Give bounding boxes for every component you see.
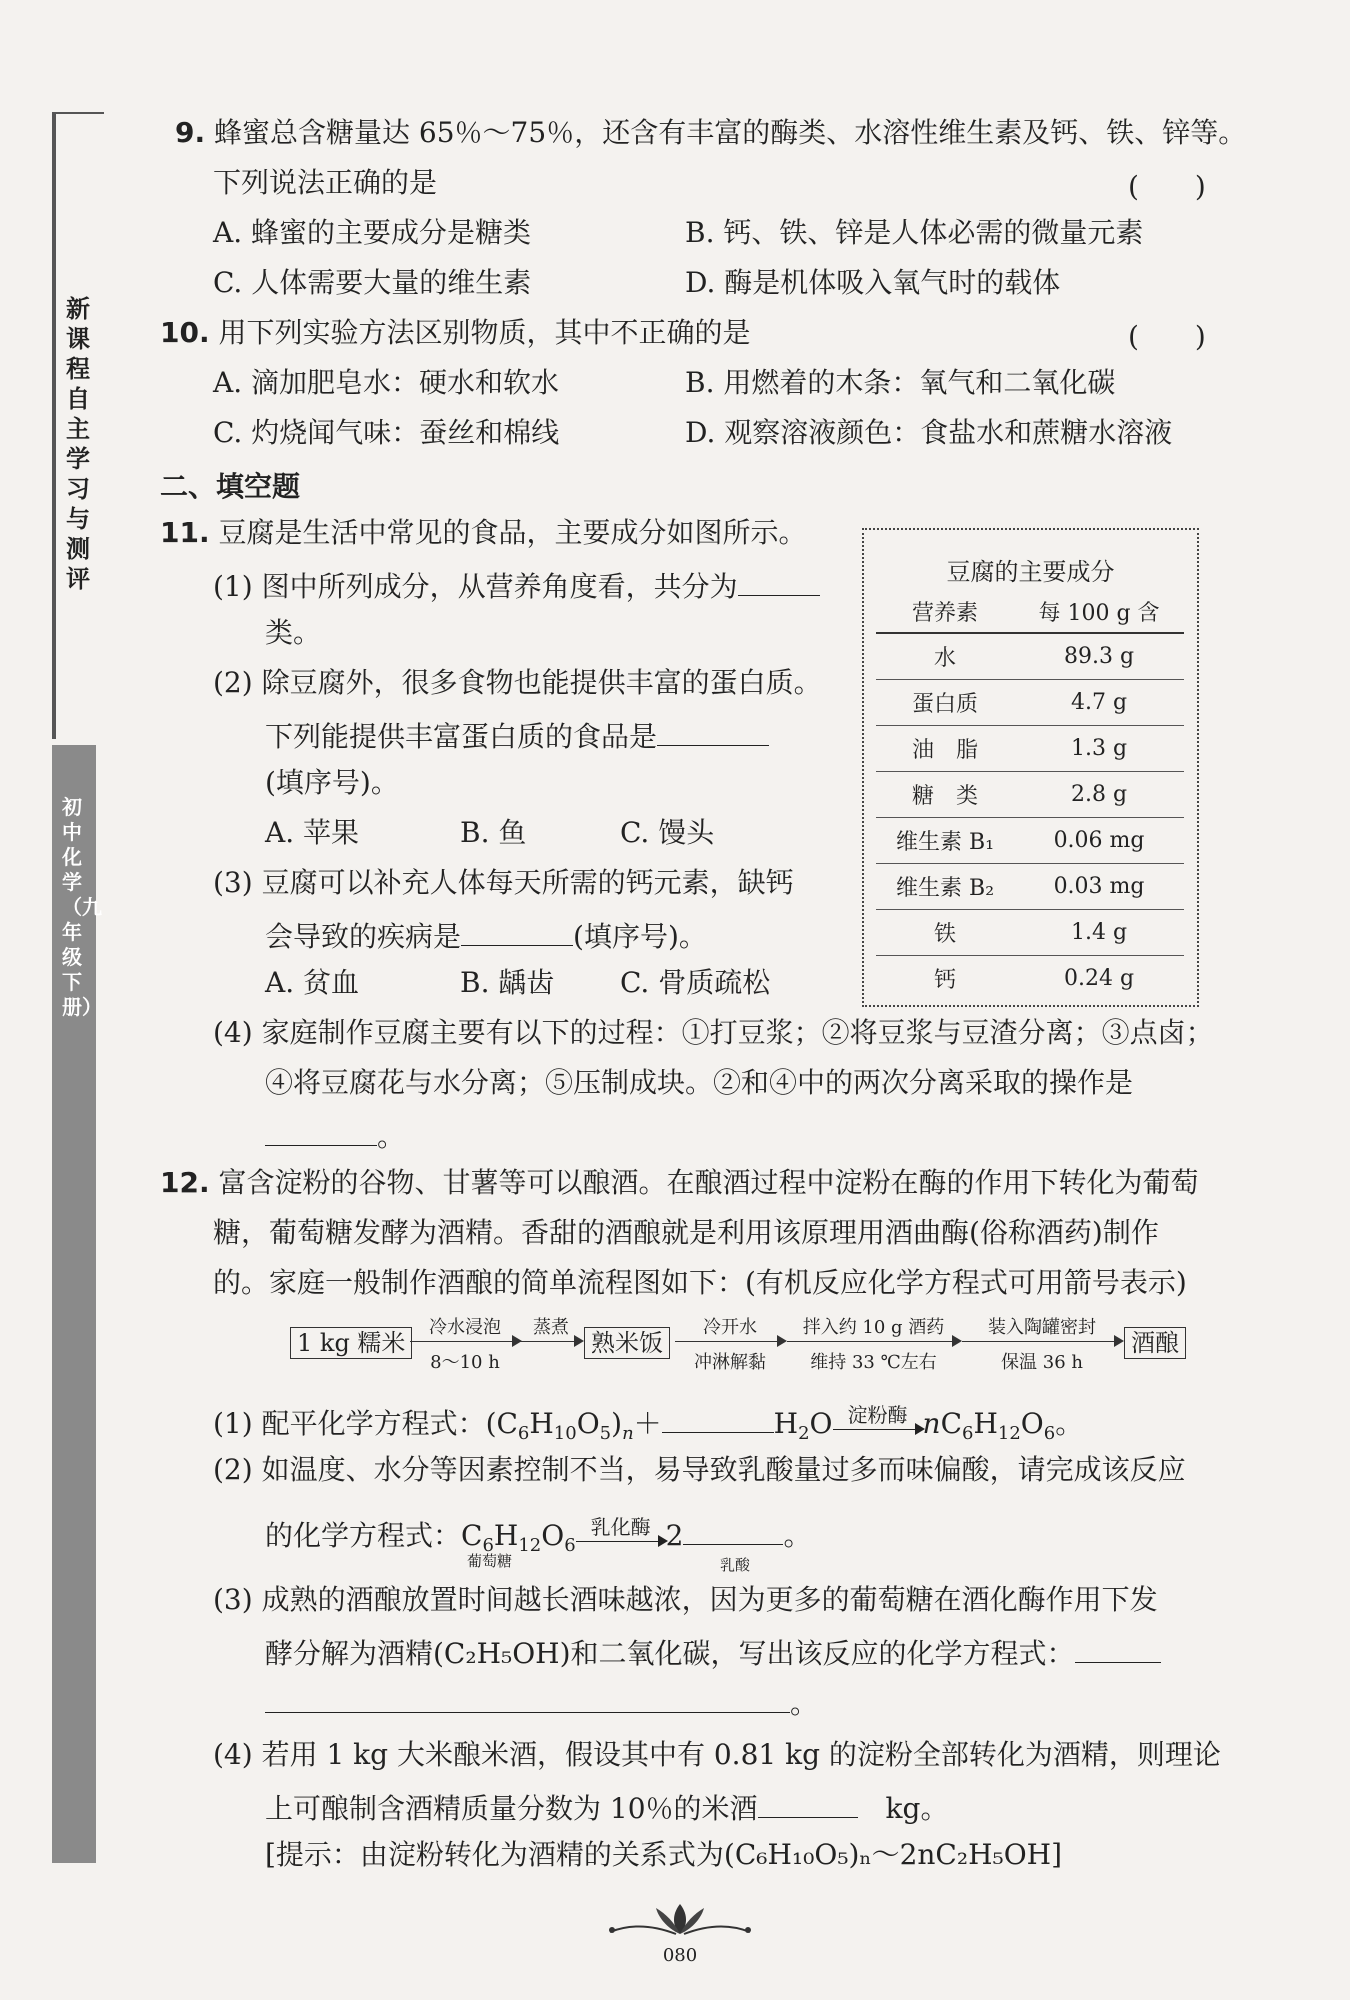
q11-part2-line2 xyxy=(265,715,769,755)
flow-arrow-1 xyxy=(410,1341,520,1342)
table-row xyxy=(876,772,1184,818)
table-row xyxy=(876,910,1184,956)
q9-option-a: A. 蜂蜜的主要成分是糖类 xyxy=(213,216,532,249)
q11-part3-line2 xyxy=(265,915,707,955)
flow-arrow-5-top: 装入陶罐密封 xyxy=(988,1317,1096,1338)
q12-stem1: 富含淀粉的谷物、甘薯等可以酿酒。在酿酒过程中淀粉在酶的作用下转化为葡萄 xyxy=(218,1166,1199,1199)
nutrient-amount: 2.8 g xyxy=(1014,772,1184,818)
nutrient-amount: 1.3 g xyxy=(1014,726,1184,772)
flow-arrow-1-top: 冷水浸泡 xyxy=(429,1317,501,1338)
table-title: 豆腐的主要成分 xyxy=(946,558,1115,586)
flow-arrow-1-bottom: 8～10 h xyxy=(430,1352,500,1373)
q12-part1-arrow xyxy=(833,1402,923,1441)
nutrient-amount: 0.24 g xyxy=(1064,966,1135,991)
q12-part1-text: (1) 配平化学方程式：(C xyxy=(213,1407,518,1440)
q10-line xyxy=(160,315,751,351)
q11-part2-text: 下列能提供丰富蛋白质的食品是 xyxy=(265,720,658,753)
flow-arrow-3-top: 冷开水 xyxy=(703,1317,757,1338)
q10-number: 10. xyxy=(160,316,210,349)
q11-part3-line1: (3) 豆腐可以补充人体每天所需的钙元素，缺钙 xyxy=(213,866,794,899)
q11-part3-blank[interactable] xyxy=(461,915,573,946)
flow-arrow-4 xyxy=(787,1341,960,1342)
nutrient-name: 钙 xyxy=(934,968,957,993)
q10-answer-paren: ( ) xyxy=(1128,320,1206,353)
flow-arrow-2-top: 蒸煮 xyxy=(533,1317,569,1338)
nutrient-table xyxy=(876,590,1184,1001)
q11-part4-line2: ④将豆腐花与水分离；⑤压制成块。②和④中的两次分离采取的操作是 xyxy=(265,1066,1134,1099)
q12-part1-enzyme: 淀粉酶 xyxy=(847,1402,908,1427)
nutrient-name: 水 xyxy=(876,633,1014,680)
nutrient-name: 铁 xyxy=(876,910,1014,956)
q10-stem: 用下列实验方法区别物质，其中不正确的是 xyxy=(218,316,751,349)
table-row xyxy=(876,818,1184,864)
q9-option-c: C. 人体需要大量的维生素 xyxy=(213,266,532,299)
q11-number: 11. xyxy=(160,516,210,549)
q11-part1 xyxy=(213,565,820,605)
sidebar-subject-label: 初中化学（九年级下册） xyxy=(62,795,102,1019)
q10-option-a: A. 滴加肥皂水：硬水和软水 xyxy=(213,366,560,399)
q11-part2-line3: (填序号)。 xyxy=(265,766,399,799)
nutrient-name: 蛋白质 xyxy=(876,680,1014,726)
q10-option-d: D. 观察溶液颜色：食盐水和蔗糖水溶液 xyxy=(685,416,1173,449)
q9-stem2: 下列说法正确的是 xyxy=(213,166,438,199)
q11-part1-end: 类。 xyxy=(265,616,322,649)
section-fill-in: 二、填空题 xyxy=(160,470,301,503)
q12-part3-text: 酵分解为酒精(C₂H₅OH)和二氧化碳，写出该反应的化学方程式： xyxy=(265,1637,1075,1670)
nutrient-amount: 89.3 g xyxy=(1014,633,1184,680)
nutrient-name: 油 脂 xyxy=(876,726,1014,772)
q12-part4-blank[interactable] xyxy=(758,1787,858,1818)
q9-number: 9. xyxy=(175,116,206,149)
nutrient-name: 糖 类 xyxy=(876,772,1014,818)
flow-arrow-3 xyxy=(675,1341,785,1342)
table-row xyxy=(876,633,1184,680)
q12-part1: (1) 配平化学方程式：$(C_6H_{10}O_5)_n+ H_2O$ 淀粉酶 $nC_6H_{12}O_6$。 xyxy=(213,1402,1083,1452)
flow-arrow-3-bottom: 冲淋解黏 xyxy=(694,1352,766,1373)
q12-part3-blank-b[interactable] xyxy=(265,1682,790,1713)
q12-number: 12. xyxy=(160,1166,210,1199)
q9-stem1: 蜂蜜总含糖量达 65％～75％，还含有丰富的酶类、水溶性维生素及钙、铁、锌等。 xyxy=(214,116,1247,149)
q11-part3-option-b: B. 龋齿 xyxy=(460,966,555,999)
page-number: 080 xyxy=(662,1945,698,1966)
q12-part2-enzyme: 乳化酶 xyxy=(590,1514,651,1539)
footer-ornament-icon xyxy=(600,1900,760,1940)
q12-part2-blank[interactable] xyxy=(683,1514,783,1545)
sidebar-series xyxy=(52,112,104,739)
nutrient-amount: 0.06 mg xyxy=(1014,818,1184,864)
q11-part4-end: 。 xyxy=(377,1120,406,1153)
flow-arrow-4-top: 拌入约 10 g 酒药 xyxy=(802,1317,945,1338)
q11-part4-line3 xyxy=(265,1115,405,1155)
q12-part3-blank-a[interactable] xyxy=(1075,1632,1161,1663)
flow-arrow-5-bottom: 保温 36 h xyxy=(1001,1352,1083,1373)
q12-part3-line3: 。 xyxy=(265,1682,818,1722)
flow-arrow-5 xyxy=(962,1341,1122,1342)
q12-part2-arrow xyxy=(576,1514,666,1553)
q11-part1-text: (1) 图中所列成分，从营养角度看，共分为 xyxy=(213,570,738,603)
q12-stem2: 糖，葡萄糖发酵为酒精。香甜的酒酿就是利用该原理用酒曲酶(俗称酒药)制作 xyxy=(213,1216,1159,1249)
q11-part3-note: (填序号)。 xyxy=(573,920,707,953)
flow-box-rice: 1 kg 糯米 xyxy=(290,1327,412,1359)
table-header-row xyxy=(876,590,1184,633)
q12-part4-text: 上可酿制含酒精质量分数为 10％的米酒 xyxy=(265,1792,758,1825)
table-row xyxy=(876,680,1184,726)
nutrient-name: 维生素 B₂ xyxy=(876,864,1014,910)
nutrient-amount: 0.03 mg xyxy=(1014,864,1184,910)
sidebar-subject xyxy=(52,745,102,1863)
q11-line xyxy=(160,515,807,551)
q12-part3-line1: (3) 成熟的酒酿放置时间越长酒味越浓，因为更多的葡萄糖在酒化酶作用下发 xyxy=(213,1583,1158,1616)
q11-part1-blank[interactable] xyxy=(738,565,820,596)
tofu-composition-table xyxy=(862,528,1199,1007)
sidebar-series-label: 新课程自主学习与测评 xyxy=(66,295,90,593)
nutrient-amount: 1.4 g xyxy=(1014,910,1184,956)
q12-glucose-label: 葡萄糖 xyxy=(467,1552,513,1570)
q12-part2-text: 的化学方程式：C xyxy=(265,1519,483,1552)
q11-part3-option-a: A. 贫血 xyxy=(265,966,360,999)
table-header-nutrient: 营养素 xyxy=(876,590,1014,633)
flow-arrow-2 xyxy=(520,1341,582,1342)
q12-line1 xyxy=(160,1165,1199,1201)
q12-lactic-label: 乳酸 xyxy=(720,1556,751,1574)
q11-part3-option-c: C. 骨质疏松 xyxy=(620,966,771,999)
q12-part4-unit: kg。 xyxy=(885,1792,949,1825)
table-row xyxy=(876,726,1184,772)
table-header-amount: 每 100 g 含 xyxy=(1014,590,1184,633)
q12-part4-line1: (4) 若用 1 kg 大米酿米酒，假设其中有 0.81 kg 的淀粉全部转化为酒精，则理论 xyxy=(213,1738,1221,1771)
q12-part3-line2 xyxy=(265,1632,1161,1672)
nutrient-name: 维生素 B₁ xyxy=(876,818,1014,864)
q12-stem3: 的。家庭一般制作酒酿的简单流程图如下：(有机反应化学方程式可用箭号表示) xyxy=(213,1266,1187,1299)
q10-option-c: C. 灼烧闻气味：蚕丝和棉线 xyxy=(213,416,560,449)
table-row xyxy=(876,956,1184,1002)
nutrient-amount: 4.7 g xyxy=(1014,680,1184,726)
q12-part4-line2 xyxy=(265,1787,948,1827)
q11-part2-option-a: A. 苹果 xyxy=(265,816,360,849)
q12-part2-line2: 的化学方程式：$C_6H_{12}O_6$ 乳化酶 2 。 xyxy=(265,1514,811,1564)
q12-part2-line1: (2) 如温度、水分等因素控制不当，易导致乳酸量过多而味偏酸，请完成该反应 xyxy=(213,1453,1186,1486)
q9-answer-paren: ( ) xyxy=(1128,170,1206,203)
q9-option-d: D. 酶是机体吸入氧气时的载体 xyxy=(685,266,1061,299)
q11-part2-option-b: B. 鱼 xyxy=(460,816,527,849)
q9-option-b: B. 钙、铁、锌是人体必需的微量元素 xyxy=(685,216,1144,249)
q11-part2-option-c: C. 馒头 xyxy=(620,816,715,849)
q11-part4-blank[interactable] xyxy=(265,1115,377,1146)
q11-stem: 豆腐是生活中常见的食品，主要成分如图所示。 xyxy=(218,516,807,549)
q11-part2-blank[interactable] xyxy=(657,715,769,746)
flow-box-jiuniang: 酒酿 xyxy=(1124,1327,1186,1359)
q12-hint: [提示：由淀粉转化为酒精的关系式为(C₆H₁₀O₅)ₙ～2nC₂H₅OH] xyxy=(265,1838,1063,1871)
q11-part2-line1: (2) 除豆腐外，很多食物也能提供丰富的蛋白质。 xyxy=(213,666,822,699)
q10-option-b: B. 用燃着的木条：氧气和二氧化碳 xyxy=(685,366,1116,399)
flow-arrow-4-bottom: 维持 33 ℃左右 xyxy=(810,1352,937,1373)
table-row xyxy=(876,864,1184,910)
flow-box-cooked-rice: 熟米饭 xyxy=(584,1327,670,1359)
q12-part1-blank[interactable] xyxy=(662,1402,774,1433)
q9-line1 xyxy=(175,115,1246,151)
q11-part3-text: 会导致的疾病是 xyxy=(265,920,462,953)
q11-part4-line1: (4) 家庭制作豆腐主要有以下的过程：①打豆浆；②将豆浆与豆渣分离；③点卤； xyxy=(213,1016,1214,1049)
